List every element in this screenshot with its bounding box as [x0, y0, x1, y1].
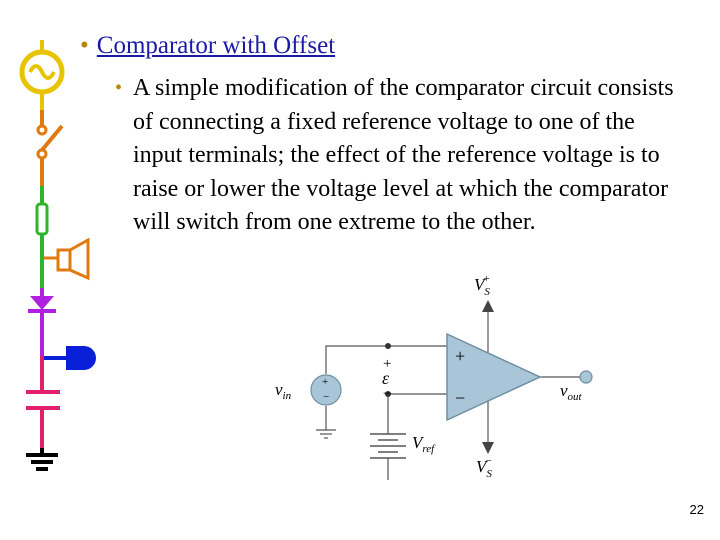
- supply-down-arrow-icon: [482, 442, 494, 454]
- ground-icon: [26, 448, 58, 469]
- page-number: 22: [689, 502, 704, 517]
- epsilon-label: ε: [382, 368, 390, 388]
- opamp-plus-label: +: [455, 346, 466, 366]
- output-terminal-icon: [580, 371, 592, 383]
- epsilon-minus-label: −: [383, 386, 392, 402]
- vs-minus-label: $V_S-$: [476, 455, 493, 480]
- resistor-icon: [37, 186, 47, 252]
- ground-icon: [316, 430, 336, 438]
- vref-label: $V_{ref}$: [412, 433, 435, 455]
- slide-title-bullet: [80, 31, 335, 61]
- lamp-icon: [42, 346, 96, 380]
- decorative-component-rail: [0, 0, 110, 540]
- junction-dot: [385, 343, 391, 349]
- ac-source-icon: [22, 40, 62, 110]
- epsilon-plus-label: +: [383, 356, 392, 372]
- bullet-dot: •: [80, 32, 89, 59]
- slide-title: Comparator with Offset: [96, 32, 336, 59]
- opamp-minus-label: −: [455, 388, 466, 408]
- vout-label: $v_{out}$: [560, 381, 582, 403]
- vs-plus-label: $V_S+$: [474, 273, 491, 298]
- src-plus-label: +: [322, 376, 329, 388]
- diode-icon: [28, 288, 56, 356]
- body-text: A simple modification of the comparator circuit consists of connecting a fixed reference voltage to one of the input terminals; the effect of the reference voltage is to raise or lower the voltage level at which the comparator will switch from one extreme to the other.: [133, 75, 674, 235]
- body-bullet: [115, 72, 675, 240]
- speaker-icon: [42, 240, 88, 288]
- switch-icon: [38, 110, 62, 186]
- supply-up-arrow-icon: [482, 300, 494, 312]
- vref-battery-icon: [370, 434, 406, 458]
- src-minus-label: −: [323, 391, 330, 403]
- sub-bullet-dot: •: [115, 77, 123, 99]
- capacitor-icon: [26, 380, 60, 448]
- comparator-offset-circuit: [270, 270, 610, 485]
- vin-label: $v_{in}$: [275, 380, 292, 402]
